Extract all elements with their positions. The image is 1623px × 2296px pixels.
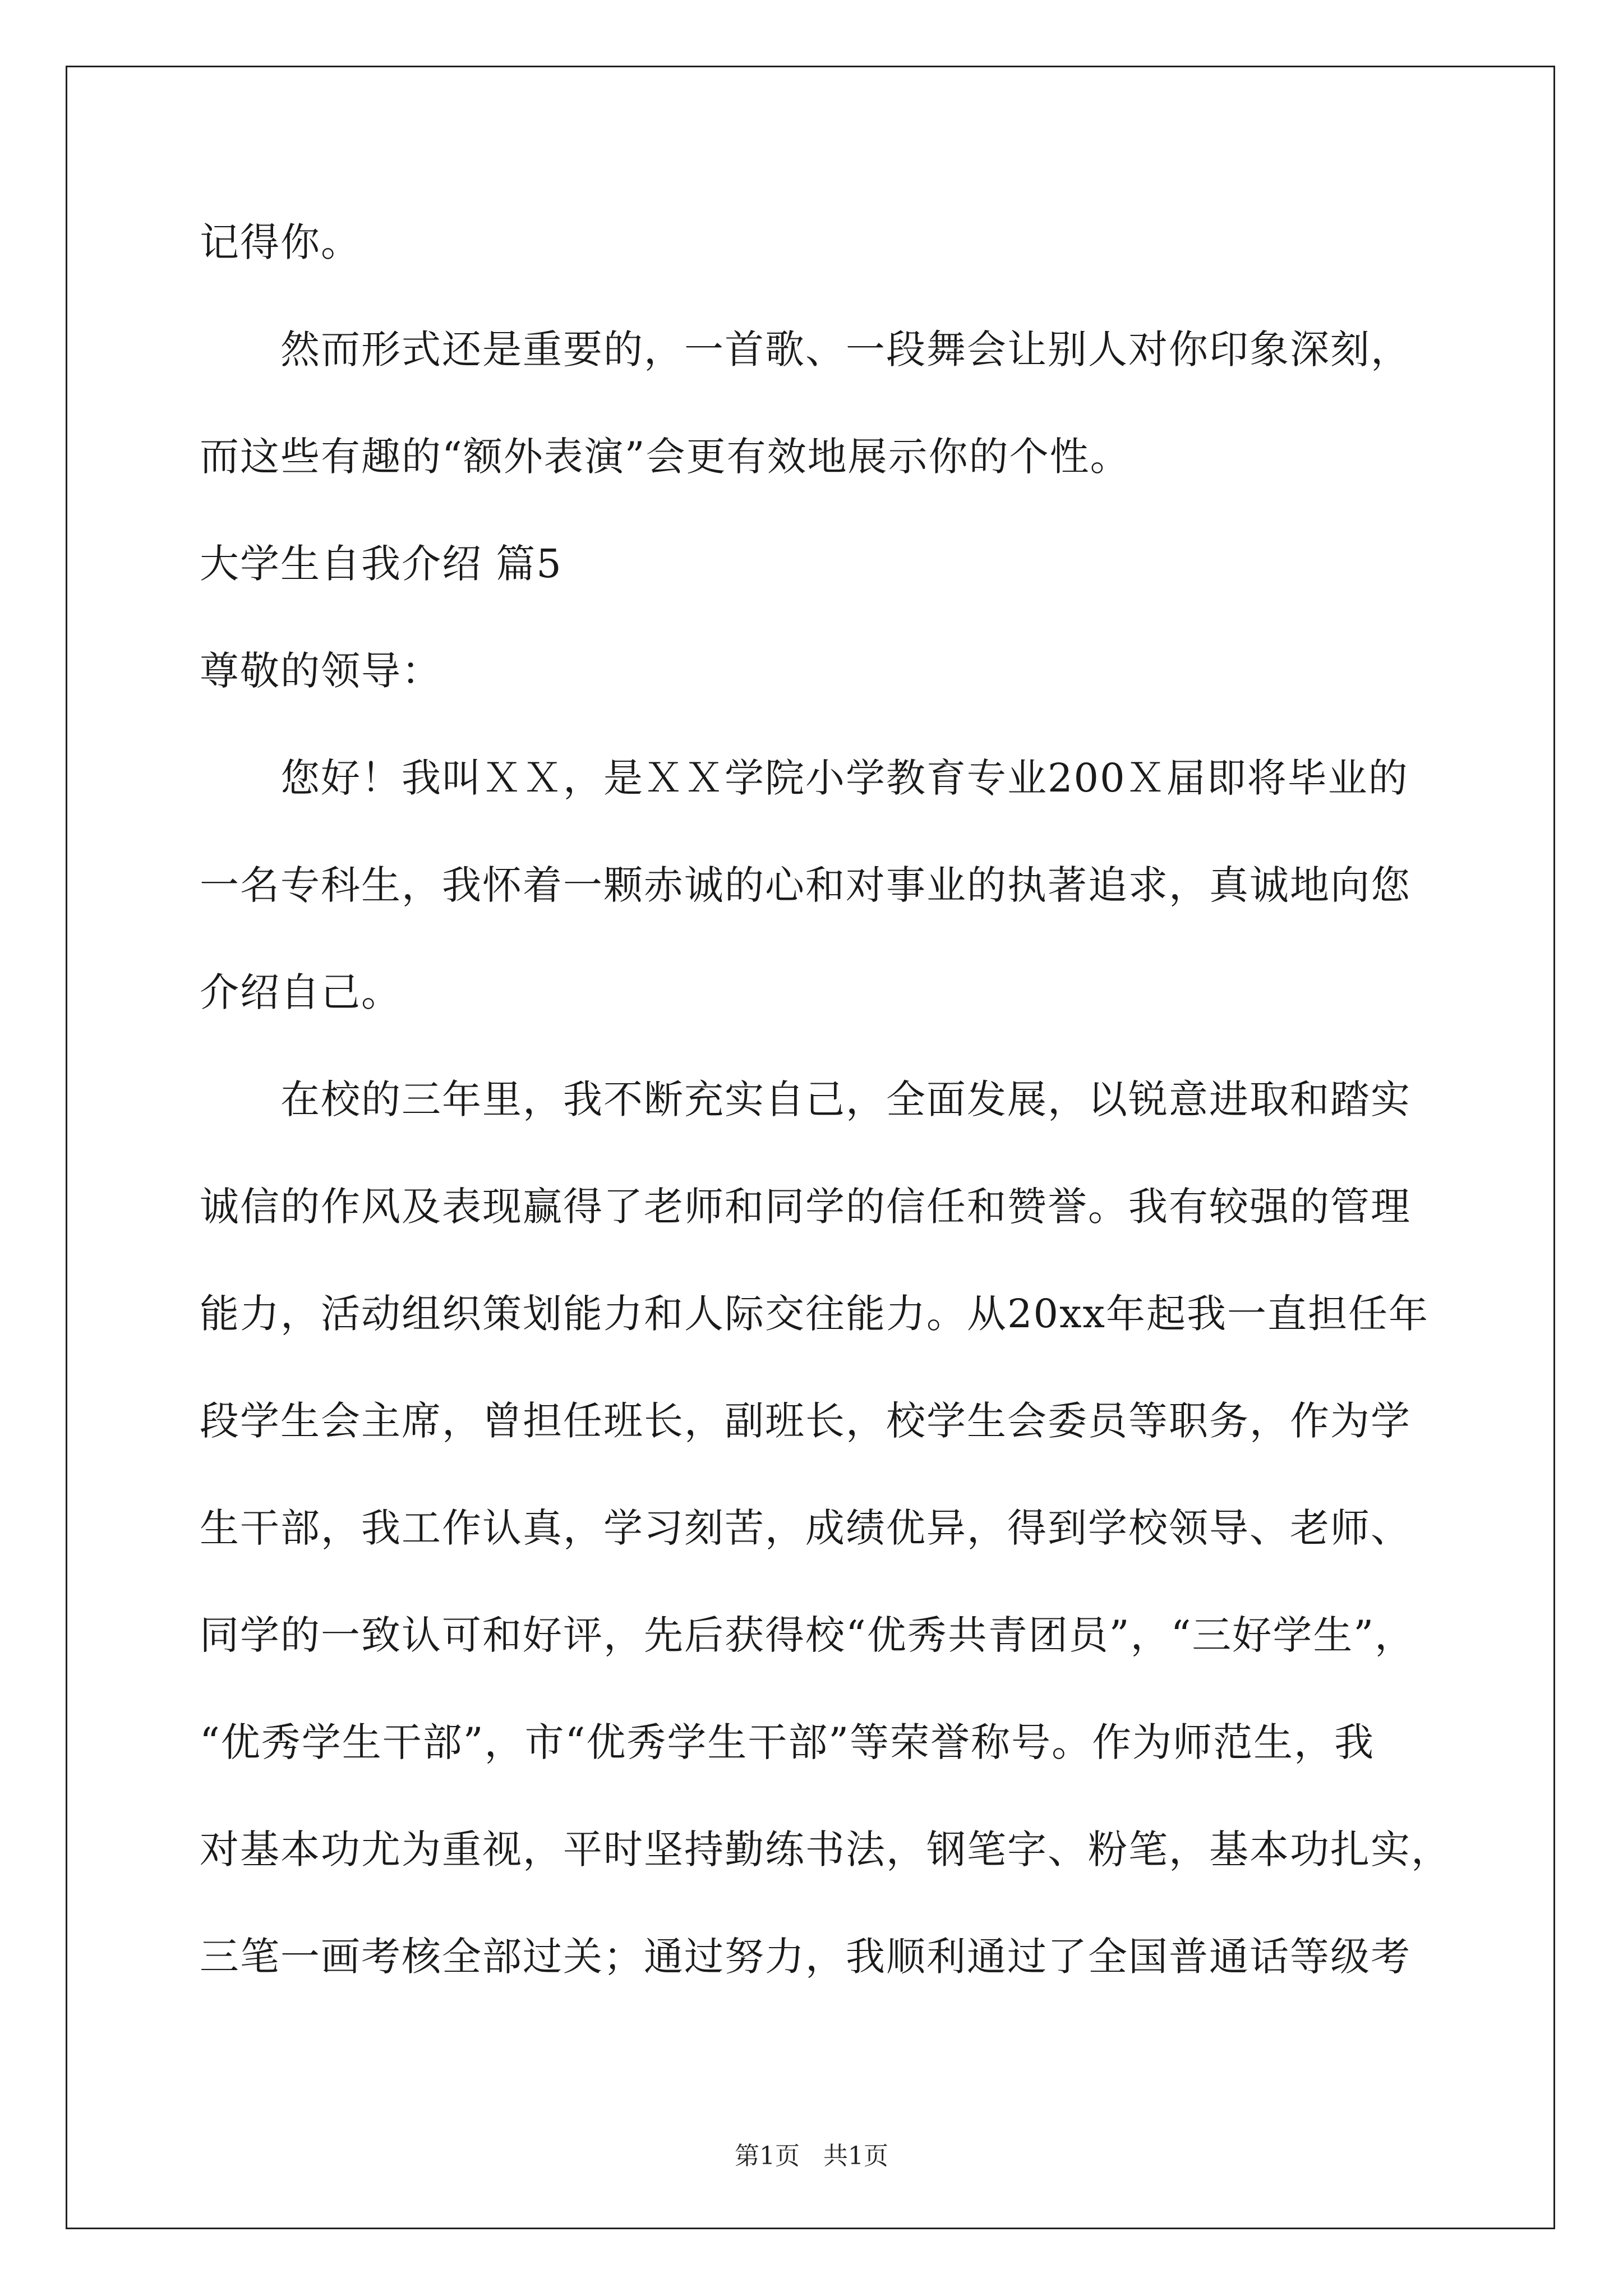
- text-line: 而这些有趣的“额外表演”会更有效地展示你的个性。: [200, 434, 1131, 480]
- text-line: 对基本功尤为重视，平时坚持勤练书法，钢笔字、粉笔，基本功扎实，: [200, 1826, 1451, 1872]
- text-line: 您好！我叫ＸＸ，是ＸＸ学院小学教育专业200Ｘ届即将毕业的: [200, 755, 1409, 801]
- page-total: 共1页: [823, 2142, 888, 2170]
- text-line: 在校的三年里，我不断充实自己，全面发展，以锐意进取和踏实: [200, 1076, 1411, 1122]
- text-line: 诚信的作风及表现赢得了老师和同学的信任和赞誉。我有较强的管理: [200, 1184, 1411, 1230]
- text-line: 介绍自己。: [200, 969, 402, 1015]
- salutation: 尊敬的领导：: [200, 648, 442, 694]
- page-number: 第1页: [735, 2142, 800, 2170]
- text-line: 一名专科生，我怀着一颗赤诚的心和对事业的执著追求，真诚地向您: [200, 862, 1411, 908]
- section-heading: 大学生自我介绍 篇5: [200, 541, 562, 587]
- text-line: 三笔一画考核全部过关；通过努力，我顺利通过了全国普通话等级考: [200, 1934, 1411, 1980]
- text-line: 记得你。: [200, 219, 361, 265]
- text-line: 同学的一致认可和好评，先后获得校“优秀共青团员”，“三好学生”，: [200, 1612, 1415, 1658]
- document-body: [200, 214, 1451, 2036]
- text-line: 段学生会主席，曾担任班长，副班长，校学生会委员等职务，作为学: [200, 1398, 1411, 1444]
- text-line: 然而形式还是重要的，一首歌、一段舞会让别人对你印象深刻，: [200, 326, 1411, 372]
- text-line: “优秀学生干部”，市“优秀学生干部”等荣誉称号。作为师范生，我: [200, 1719, 1375, 1765]
- text-line: 能力，活动组织策划能力和人际交往能力。从20xx年起我一直担任年: [200, 1291, 1430, 1337]
- text-line: 生干部，我工作认真，学习刻苦，成绩优异，得到学校领导、老师、: [200, 1505, 1411, 1551]
- page-footer: [0, 2139, 1623, 2173]
